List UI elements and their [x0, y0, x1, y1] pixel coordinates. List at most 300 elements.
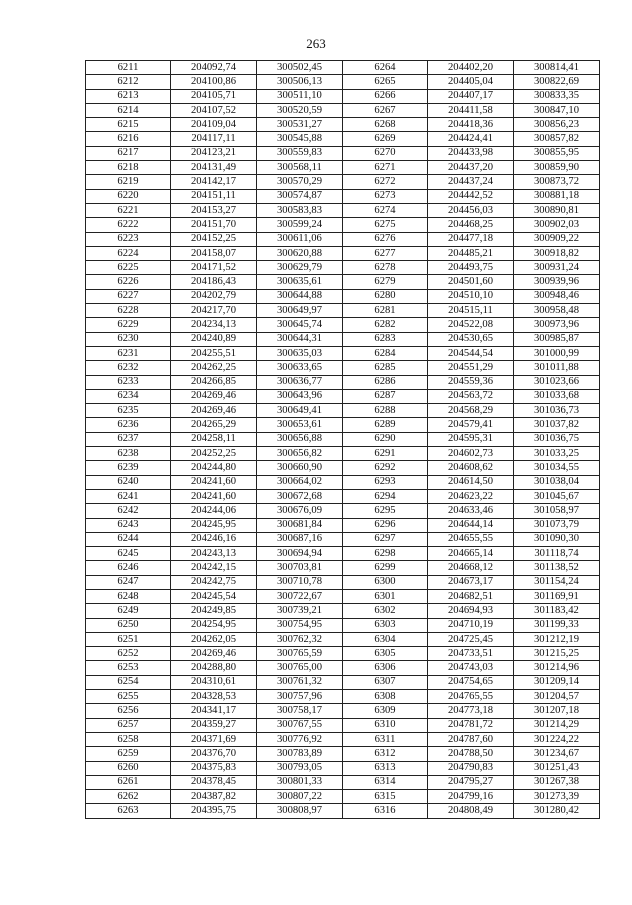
y-coordinate-cell: 301214,96 — [514, 661, 600, 675]
point-number-cell: 6292 — [343, 461, 428, 475]
x-coordinate-cell: 204477,18 — [428, 232, 514, 246]
point-number-cell: 6270 — [343, 146, 428, 160]
y-coordinate-cell: 300793,05 — [257, 761, 343, 775]
point-number-cell: 6241 — [86, 489, 171, 503]
x-coordinate-cell: 204515,11 — [428, 304, 514, 318]
point-number-cell: 6274 — [343, 203, 428, 217]
x-coordinate-cell: 204387,82 — [171, 790, 257, 804]
table-row — [86, 661, 600, 675]
y-coordinate-cell: 300767,55 — [257, 718, 343, 732]
point-number-cell: 6315 — [343, 790, 428, 804]
point-number-cell: 6287 — [343, 389, 428, 403]
y-coordinate-cell: 300814,41 — [514, 61, 600, 75]
x-coordinate-cell: 204131,49 — [171, 161, 257, 175]
y-coordinate-cell: 301034,55 — [514, 461, 600, 475]
table-row — [86, 790, 600, 804]
x-coordinate-cell: 204754,65 — [428, 675, 514, 689]
point-number-cell: 6259 — [86, 747, 171, 761]
x-coordinate-cell: 204544,54 — [428, 346, 514, 360]
y-coordinate-cell: 300783,89 — [257, 747, 343, 761]
y-coordinate-cell: 300611,06 — [257, 232, 343, 246]
y-coordinate-cell: 301267,38 — [514, 775, 600, 789]
y-coordinate-cell: 300807,22 — [257, 790, 343, 804]
x-coordinate-cell: 204568,29 — [428, 404, 514, 418]
point-number-cell: 6298 — [343, 547, 428, 561]
y-coordinate-cell: 301038,04 — [514, 475, 600, 489]
point-number-cell: 6291 — [343, 447, 428, 461]
point-number-cell: 6231 — [86, 346, 171, 360]
point-number-cell: 6250 — [86, 618, 171, 632]
x-coordinate-cell: 204243,13 — [171, 547, 257, 561]
x-coordinate-cell: 204359,27 — [171, 718, 257, 732]
y-coordinate-cell: 301209,14 — [514, 675, 600, 689]
table-row — [86, 618, 600, 632]
x-coordinate-cell: 204240,89 — [171, 332, 257, 346]
x-coordinate-cell: 204799,16 — [428, 790, 514, 804]
table-row — [86, 547, 600, 561]
x-coordinate-cell: 204559,36 — [428, 375, 514, 389]
x-coordinate-cell: 204341,17 — [171, 704, 257, 718]
table-row — [86, 375, 600, 389]
y-coordinate-cell: 300902,03 — [514, 218, 600, 232]
y-coordinate-cell: 300545,88 — [257, 132, 343, 146]
x-coordinate-cell: 204407,17 — [428, 89, 514, 103]
point-number-cell: 6283 — [343, 332, 428, 346]
y-coordinate-cell: 300822,69 — [514, 75, 600, 89]
x-coordinate-cell: 204371,69 — [171, 732, 257, 746]
x-coordinate-cell: 204530,65 — [428, 332, 514, 346]
y-coordinate-cell: 300511,10 — [257, 89, 343, 103]
x-coordinate-cell: 204241,60 — [171, 489, 257, 503]
x-coordinate-cell: 204418,36 — [428, 118, 514, 132]
y-coordinate-cell: 300644,88 — [257, 289, 343, 303]
point-number-cell: 6239 — [86, 461, 171, 475]
x-coordinate-cell: 204255,51 — [171, 346, 257, 360]
table-row — [86, 704, 600, 718]
point-number-cell: 6272 — [343, 175, 428, 189]
y-coordinate-cell: 301183,42 — [514, 604, 600, 618]
point-number-cell: 6224 — [86, 246, 171, 260]
y-coordinate-cell: 300833,35 — [514, 89, 600, 103]
y-coordinate-cell: 300776,92 — [257, 732, 343, 746]
table-row — [86, 289, 600, 303]
y-coordinate-cell: 300857,82 — [514, 132, 600, 146]
point-number-cell: 6308 — [343, 690, 428, 704]
table-row — [86, 132, 600, 146]
table-row — [86, 475, 600, 489]
table-row — [86, 604, 600, 618]
y-coordinate-cell: 300761,32 — [257, 675, 343, 689]
y-coordinate-cell: 301214,29 — [514, 718, 600, 732]
x-coordinate-cell: 204788,50 — [428, 747, 514, 761]
x-coordinate-cell: 204787,60 — [428, 732, 514, 746]
y-coordinate-cell: 300645,74 — [257, 318, 343, 332]
point-number-cell: 6252 — [86, 647, 171, 661]
table-row — [86, 647, 600, 661]
x-coordinate-cell: 204158,07 — [171, 246, 257, 260]
table-row — [86, 489, 600, 503]
y-coordinate-cell: 300856,23 — [514, 118, 600, 132]
y-coordinate-cell: 300681,84 — [257, 518, 343, 532]
point-number-cell: 6228 — [86, 304, 171, 318]
point-number-cell: 6221 — [86, 203, 171, 217]
point-number-cell: 6302 — [343, 604, 428, 618]
y-coordinate-cell: 300636,77 — [257, 375, 343, 389]
x-coordinate-cell: 204378,45 — [171, 775, 257, 789]
y-coordinate-cell: 300629,79 — [257, 261, 343, 275]
x-coordinate-cell: 204522,08 — [428, 318, 514, 332]
x-coordinate-cell: 204614,50 — [428, 475, 514, 489]
point-number-cell: 6282 — [343, 318, 428, 332]
y-coordinate-cell: 301251,43 — [514, 761, 600, 775]
point-number-cell: 6290 — [343, 432, 428, 446]
x-coordinate-cell: 204602,73 — [428, 447, 514, 461]
point-number-cell: 6258 — [86, 732, 171, 746]
x-coordinate-cell: 204092,74 — [171, 61, 257, 75]
x-coordinate-cell: 204202,79 — [171, 289, 257, 303]
y-coordinate-cell: 300672,68 — [257, 489, 343, 503]
x-coordinate-cell: 204254,95 — [171, 618, 257, 632]
x-coordinate-cell: 204269,46 — [171, 647, 257, 661]
y-coordinate-cell: 300649,97 — [257, 304, 343, 318]
y-coordinate-cell: 300890,81 — [514, 203, 600, 217]
point-number-cell: 6306 — [343, 661, 428, 675]
x-coordinate-cell: 204123,21 — [171, 146, 257, 160]
y-coordinate-cell: 300635,61 — [257, 275, 343, 289]
y-coordinate-cell: 300710,78 — [257, 575, 343, 589]
point-number-cell: 6300 — [343, 575, 428, 589]
coordinates-table — [85, 60, 600, 819]
x-coordinate-cell: 204152,25 — [171, 232, 257, 246]
y-coordinate-cell: 301037,82 — [514, 418, 600, 432]
table-row — [86, 203, 600, 217]
y-coordinate-cell: 301169,91 — [514, 589, 600, 603]
point-number-cell: 6217 — [86, 146, 171, 160]
x-coordinate-cell: 204217,70 — [171, 304, 257, 318]
point-number-cell: 6262 — [86, 790, 171, 804]
point-number-cell: 6309 — [343, 704, 428, 718]
table-row — [86, 690, 600, 704]
point-number-cell: 6286 — [343, 375, 428, 389]
point-number-cell: 6316 — [343, 804, 428, 818]
x-coordinate-cell: 204241,60 — [171, 475, 257, 489]
y-coordinate-cell: 301224,22 — [514, 732, 600, 746]
y-coordinate-cell: 300909,22 — [514, 232, 600, 246]
point-number-cell: 6280 — [343, 289, 428, 303]
x-coordinate-cell: 204485,21 — [428, 246, 514, 260]
x-coordinate-cell: 204252,25 — [171, 447, 257, 461]
y-coordinate-cell: 301058,97 — [514, 504, 600, 518]
x-coordinate-cell: 204242,75 — [171, 575, 257, 589]
point-number-cell: 6279 — [343, 275, 428, 289]
x-coordinate-cell: 204442,52 — [428, 189, 514, 203]
x-coordinate-cell: 204100,86 — [171, 75, 257, 89]
x-coordinate-cell: 204493,75 — [428, 261, 514, 275]
y-coordinate-cell: 300599,24 — [257, 218, 343, 232]
point-number-cell: 6213 — [86, 89, 171, 103]
y-coordinate-cell: 300531,27 — [257, 118, 343, 132]
y-coordinate-cell: 300973,96 — [514, 318, 600, 332]
point-number-cell: 6238 — [86, 447, 171, 461]
x-coordinate-cell: 204244,06 — [171, 504, 257, 518]
table-body — [86, 61, 600, 819]
y-coordinate-cell: 300722,67 — [257, 589, 343, 603]
point-number-cell: 6246 — [86, 561, 171, 575]
table-row — [86, 246, 600, 260]
x-coordinate-cell: 204424,41 — [428, 132, 514, 146]
point-number-cell: 6243 — [86, 518, 171, 532]
x-coordinate-cell: 204437,24 — [428, 175, 514, 189]
point-number-cell: 6304 — [343, 632, 428, 646]
y-coordinate-cell: 301154,24 — [514, 575, 600, 589]
y-coordinate-cell: 300620,88 — [257, 246, 343, 260]
x-coordinate-cell: 204405,04 — [428, 75, 514, 89]
x-coordinate-cell: 204665,14 — [428, 547, 514, 561]
point-number-cell: 6254 — [86, 675, 171, 689]
point-number-cell: 6237 — [86, 432, 171, 446]
point-number-cell: 6310 — [343, 718, 428, 732]
point-number-cell: 6248 — [86, 589, 171, 603]
table-row — [86, 146, 600, 160]
y-coordinate-cell: 300649,41 — [257, 404, 343, 418]
table-row — [86, 189, 600, 203]
y-coordinate-cell: 300765,59 — [257, 647, 343, 661]
point-number-cell: 6311 — [343, 732, 428, 746]
y-coordinate-cell: 301036,75 — [514, 432, 600, 446]
point-number-cell: 6255 — [86, 690, 171, 704]
point-number-cell: 6267 — [343, 103, 428, 117]
table-row — [86, 461, 600, 475]
point-number-cell: 6284 — [343, 346, 428, 360]
y-coordinate-cell: 300506,13 — [257, 75, 343, 89]
x-coordinate-cell: 204234,13 — [171, 318, 257, 332]
point-number-cell: 6273 — [343, 189, 428, 203]
point-number-cell: 6294 — [343, 489, 428, 503]
table-row — [86, 304, 600, 318]
y-coordinate-cell: 301280,42 — [514, 804, 600, 818]
point-number-cell: 6313 — [343, 761, 428, 775]
point-number-cell: 6215 — [86, 118, 171, 132]
point-number-cell: 6235 — [86, 404, 171, 418]
point-number-cell: 6289 — [343, 418, 428, 432]
x-coordinate-cell: 204765,55 — [428, 690, 514, 704]
point-number-cell: 6265 — [343, 75, 428, 89]
y-coordinate-cell: 300568,11 — [257, 161, 343, 175]
y-coordinate-cell: 300739,21 — [257, 604, 343, 618]
x-coordinate-cell: 204376,70 — [171, 747, 257, 761]
x-coordinate-cell: 204668,12 — [428, 561, 514, 575]
table-row — [86, 561, 600, 575]
point-number-cell: 6227 — [86, 289, 171, 303]
x-coordinate-cell: 204655,55 — [428, 532, 514, 546]
x-coordinate-cell: 204694,93 — [428, 604, 514, 618]
y-coordinate-cell: 300643,96 — [257, 389, 343, 403]
table-row — [86, 404, 600, 418]
table-row — [86, 575, 600, 589]
x-coordinate-cell: 204328,53 — [171, 690, 257, 704]
point-number-cell: 6234 — [86, 389, 171, 403]
x-coordinate-cell: 204673,17 — [428, 575, 514, 589]
x-coordinate-cell: 204608,62 — [428, 461, 514, 475]
x-coordinate-cell: 204710,19 — [428, 618, 514, 632]
table-row — [86, 332, 600, 346]
point-number-cell: 6305 — [343, 647, 428, 661]
x-coordinate-cell: 204151,70 — [171, 218, 257, 232]
y-coordinate-cell: 301215,25 — [514, 647, 600, 661]
table-row — [86, 261, 600, 275]
point-number-cell: 6293 — [343, 475, 428, 489]
table-row — [86, 232, 600, 246]
y-coordinate-cell: 300808,97 — [257, 804, 343, 818]
x-coordinate-cell: 204269,46 — [171, 404, 257, 418]
point-number-cell: 6242 — [86, 504, 171, 518]
y-coordinate-cell: 300765,00 — [257, 661, 343, 675]
x-coordinate-cell: 204501,60 — [428, 275, 514, 289]
x-coordinate-cell: 204682,51 — [428, 589, 514, 603]
y-coordinate-cell: 300656,88 — [257, 432, 343, 446]
point-number-cell: 6314 — [343, 775, 428, 789]
y-coordinate-cell: 301073,79 — [514, 518, 600, 532]
table-row — [86, 418, 600, 432]
y-coordinate-cell: 300958,48 — [514, 304, 600, 318]
x-coordinate-cell: 204733,51 — [428, 647, 514, 661]
y-coordinate-cell: 300757,96 — [257, 690, 343, 704]
point-number-cell: 6275 — [343, 218, 428, 232]
point-number-cell: 6285 — [343, 361, 428, 375]
point-number-cell: 6216 — [86, 132, 171, 146]
x-coordinate-cell: 204579,41 — [428, 418, 514, 432]
y-coordinate-cell: 300559,83 — [257, 146, 343, 160]
x-coordinate-cell: 204411,58 — [428, 103, 514, 117]
x-coordinate-cell: 204266,85 — [171, 375, 257, 389]
y-coordinate-cell: 300694,94 — [257, 547, 343, 561]
y-coordinate-cell: 301000,99 — [514, 346, 600, 360]
y-coordinate-cell: 300656,82 — [257, 447, 343, 461]
point-number-cell: 6278 — [343, 261, 428, 275]
x-coordinate-cell: 204402,20 — [428, 61, 514, 75]
y-coordinate-cell: 300574,87 — [257, 189, 343, 203]
point-number-cell: 6245 — [86, 547, 171, 561]
x-coordinate-cell: 204249,85 — [171, 604, 257, 618]
point-number-cell: 6240 — [86, 475, 171, 489]
point-number-cell: 6301 — [343, 589, 428, 603]
y-coordinate-cell: 301199,33 — [514, 618, 600, 632]
table-row — [86, 89, 600, 103]
x-coordinate-cell: 204456,03 — [428, 203, 514, 217]
x-coordinate-cell: 204109,04 — [171, 118, 257, 132]
y-coordinate-cell: 301036,73 — [514, 404, 600, 418]
table-row — [86, 275, 600, 289]
x-coordinate-cell: 204265,29 — [171, 418, 257, 432]
x-coordinate-cell: 204269,46 — [171, 389, 257, 403]
point-number-cell: 6264 — [343, 61, 428, 75]
y-coordinate-cell: 300502,45 — [257, 61, 343, 75]
point-number-cell: 6266 — [343, 89, 428, 103]
point-number-cell: 6225 — [86, 261, 171, 275]
x-coordinate-cell: 204375,83 — [171, 761, 257, 775]
point-number-cell: 6307 — [343, 675, 428, 689]
table-row — [86, 61, 600, 75]
x-coordinate-cell: 204258,11 — [171, 432, 257, 446]
table-row — [86, 718, 600, 732]
x-coordinate-cell: 204725,45 — [428, 632, 514, 646]
y-coordinate-cell: 300633,65 — [257, 361, 343, 375]
y-coordinate-cell: 300859,90 — [514, 161, 600, 175]
y-coordinate-cell: 301011,88 — [514, 361, 600, 375]
point-number-cell: 6214 — [86, 103, 171, 117]
y-coordinate-cell: 300635,03 — [257, 346, 343, 360]
table-row — [86, 804, 600, 818]
y-coordinate-cell: 301204,57 — [514, 690, 600, 704]
y-coordinate-cell: 300881,18 — [514, 189, 600, 203]
x-coordinate-cell: 204644,14 — [428, 518, 514, 532]
point-number-cell: 6303 — [343, 618, 428, 632]
point-number-cell: 6229 — [86, 318, 171, 332]
x-coordinate-cell: 204262,25 — [171, 361, 257, 375]
point-number-cell: 6249 — [86, 604, 171, 618]
table-row — [86, 175, 600, 189]
table-row — [86, 118, 600, 132]
point-number-cell: 6223 — [86, 232, 171, 246]
y-coordinate-cell: 301033,68 — [514, 389, 600, 403]
table-row — [86, 389, 600, 403]
point-number-cell: 6212 — [86, 75, 171, 89]
x-coordinate-cell: 204595,31 — [428, 432, 514, 446]
y-coordinate-cell: 300939,96 — [514, 275, 600, 289]
y-coordinate-cell: 300873,72 — [514, 175, 600, 189]
table-row — [86, 518, 600, 532]
x-coordinate-cell: 204437,20 — [428, 161, 514, 175]
point-number-cell: 6236 — [86, 418, 171, 432]
point-number-cell: 6288 — [343, 404, 428, 418]
y-coordinate-cell: 300676,09 — [257, 504, 343, 518]
table-row — [86, 632, 600, 646]
page-number: 263 — [306, 36, 326, 51]
point-number-cell: 6251 — [86, 632, 171, 646]
x-coordinate-cell: 204468,25 — [428, 218, 514, 232]
x-coordinate-cell: 204743,03 — [428, 661, 514, 675]
point-number-cell: 6297 — [343, 532, 428, 546]
point-number-cell: 6253 — [86, 661, 171, 675]
table-row — [86, 532, 600, 546]
y-coordinate-cell: 301212,19 — [514, 632, 600, 646]
x-coordinate-cell: 204242,15 — [171, 561, 257, 575]
point-number-cell: 6230 — [86, 332, 171, 346]
point-number-cell: 6222 — [86, 218, 171, 232]
point-number-cell: 6269 — [343, 132, 428, 146]
y-coordinate-cell: 300703,81 — [257, 561, 343, 575]
x-coordinate-cell: 204633,46 — [428, 504, 514, 518]
y-coordinate-cell: 301090,30 — [514, 532, 600, 546]
y-coordinate-cell: 301234,67 — [514, 747, 600, 761]
point-number-cell: 6263 — [86, 804, 171, 818]
point-number-cell: 6281 — [343, 304, 428, 318]
x-coordinate-cell: 204790,83 — [428, 761, 514, 775]
point-number-cell: 6271 — [343, 161, 428, 175]
point-number-cell: 6295 — [343, 504, 428, 518]
point-number-cell: 6257 — [86, 718, 171, 732]
x-coordinate-cell: 204773,18 — [428, 704, 514, 718]
x-coordinate-cell: 204395,75 — [171, 804, 257, 818]
x-coordinate-cell: 204510,10 — [428, 289, 514, 303]
x-coordinate-cell: 204781,72 — [428, 718, 514, 732]
x-coordinate-cell: 204433,98 — [428, 146, 514, 160]
x-coordinate-cell: 204262,05 — [171, 632, 257, 646]
x-coordinate-cell: 204151,11 — [171, 189, 257, 203]
y-coordinate-cell: 300754,95 — [257, 618, 343, 632]
point-number-cell: 6261 — [86, 775, 171, 789]
y-coordinate-cell: 300664,02 — [257, 475, 343, 489]
